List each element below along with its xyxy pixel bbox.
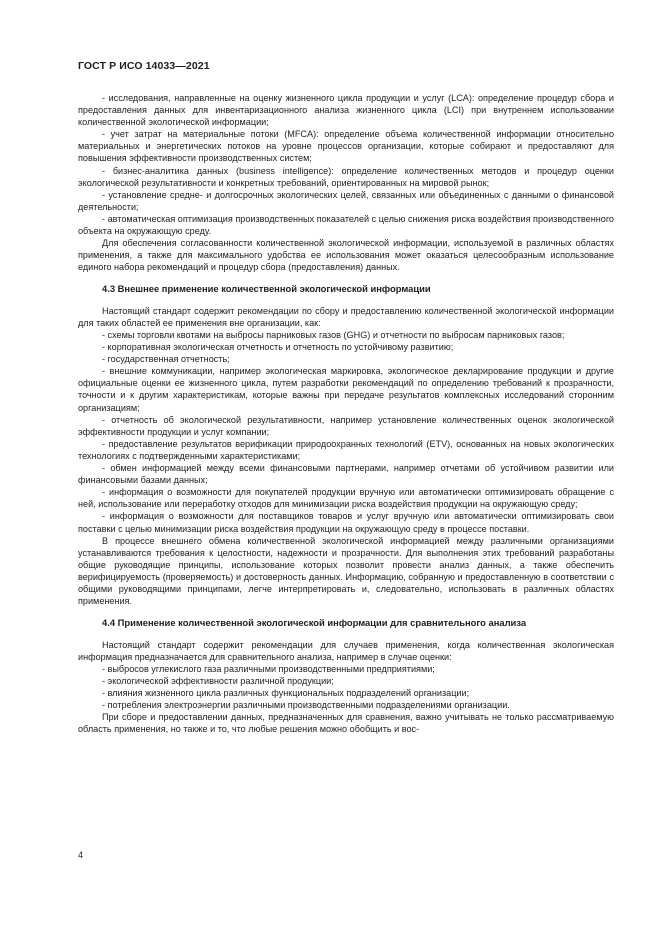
paragraph: - экологической эффективности различной продукции; [102, 675, 334, 686]
paragraph: - отчетность об экологической результативности, например установление количественных оценок экологической эффективности продукции и услуг компании; [78, 414, 614, 437]
paragraph: - выбросов углекислого газа различными производственными предприятиями; [102, 663, 435, 674]
paragraph: При сборе и предоставлении данных, предназначенных для сравнения, важно учитывать не только рассматриваемую область применения, но также и то, что любые решения можно обобщить и вос- [78, 712, 614, 735]
paragraph: - бизнес-аналитика данных (business intelligence): определение количественных методов и процедур оценки экологической результативности и конкретных требований, ориентированных на мировой рынок; [78, 165, 614, 188]
paragraph: - потребления электроэнергии различными производственными подразделениями организации. [102, 700, 510, 711]
paragraph: - автоматическая оптимизация производственных показателей с целью снижения риска воздействия производственного объекта на окружающую среду. [78, 213, 614, 237]
page-number: 4 [78, 850, 84, 860]
section-heading-4-4: 4.4 Применение количественной экологической информации для сравнительного анализа [102, 617, 527, 629]
paragraph: - обмен информацией между всеми финансовыми партнерами, например отчетами об устойчивом развитии или финансовыми базами данных; [78, 463, 614, 486]
paragraph: - информация о возможности для покупателей продукции вручную или автоматически оптимизировать обращение с ней, использование или переработку отходов для минимизации риска воздействия продукции на окружающую среду; [78, 487, 614, 510]
paragraph: В процессе внешнего обмена количественной экологической информацией между различными организациями устанавливаются требования к целостности, надежности и прозрачности. Для выполнения этих требований разработаны общие руководящие принципы, использование которых позволит провести анализ данных, а также обеспечить верифицируемость (проверяемость) и достоверность данных. Информацию, собранную и предоставленную в соответствии с общими руководящими принципами, легче интерпретировать и, следовательно, использовать в различных областях применения. [78, 535, 614, 607]
section-4-3-body [78, 305, 614, 607]
paragraph: - государственная отчетность; [102, 354, 230, 365]
paragraph: - исследования, направленные на оценку жизненного цикла продукции и услуг (LCA): определение процедур сбора и предоставления данных для инвентаризационного анализа жизненного цикла (LCI) при внутреннем использовании количественной экологической информации; [78, 93, 614, 128]
section-4-4-body [78, 639, 614, 736]
paragraph: Для обеспечения согласованности количественной экологической информации, используемой в различных областях применения, а также для максимального удобства ее использования может оказаться целесообразным использование единого набора рекомендаций и процедур сбора (предоставления) данных. [78, 238, 614, 273]
paragraph: Настоящий стандарт содержит рекомендации по сбору и предоставлению количественной экологической информации для таких областей ее применения вне организации, как: [78, 305, 614, 328]
paragraph: Настоящий стандарт содержит рекомендации для случаев применения, когда количественная экологическая информация предназначается для сравнительного анализа, например в случае оценки: [78, 639, 614, 662]
paragraph: - информация о возможности для поставщиков товаров и услуг вручную или автоматически оптимизировать свои поставки с целью минимизации риска воздействия продукции на окружающую среду в процессе поставки. [78, 511, 614, 534]
paragraph: - предоставление результатов верификации природоохранных технологий (ETV), основанных на новых экологических технологиях с подтвержденными характеристиками; [78, 438, 614, 461]
section-4-2-continuation [78, 92, 614, 273]
paragraph: - схемы торговли квотами на выбросы парниковых газов (GHG) и отчетности по выбросам парниковых газов; [102, 330, 565, 340]
document-header: ГОСТ Р ИСО 14033—2021 [78, 60, 210, 72]
paragraph: - корпоративная экологическая отчетность и отчетность по устойчивому развитию; [102, 342, 454, 353]
paragraph: - учет затрат на материальные потоки (MFCA): определение объема количественной информации относительно материальных и энергетических потоков на уровне процессов организации, которые собирают и предоставляют для повышения эффективности производственных систем; [78, 129, 614, 164]
paragraph: - влияния жизненного цикла различных функциональных подразделений организации; [102, 687, 470, 698]
section-heading-4-3: 4.3 Внешнее применение количественной экологической информации [102, 283, 431, 295]
paragraph: - установление средне- и долгосрочных экологических целей, связанных или объединенных с данными о финансовой деятельности; [78, 189, 614, 212]
document-page [78, 60, 614, 735]
paragraph: - внешние коммуникации, например экологическая маркировка, экологическое декларирование продукции и другие официальные оценки ее жизненного цикла, путем разработки рекомендаций по определению требований к прозрачности, точности и к другим характеристикам, которые важны при передаче результатов комплексных исследований сторонним организациям; [78, 366, 614, 413]
